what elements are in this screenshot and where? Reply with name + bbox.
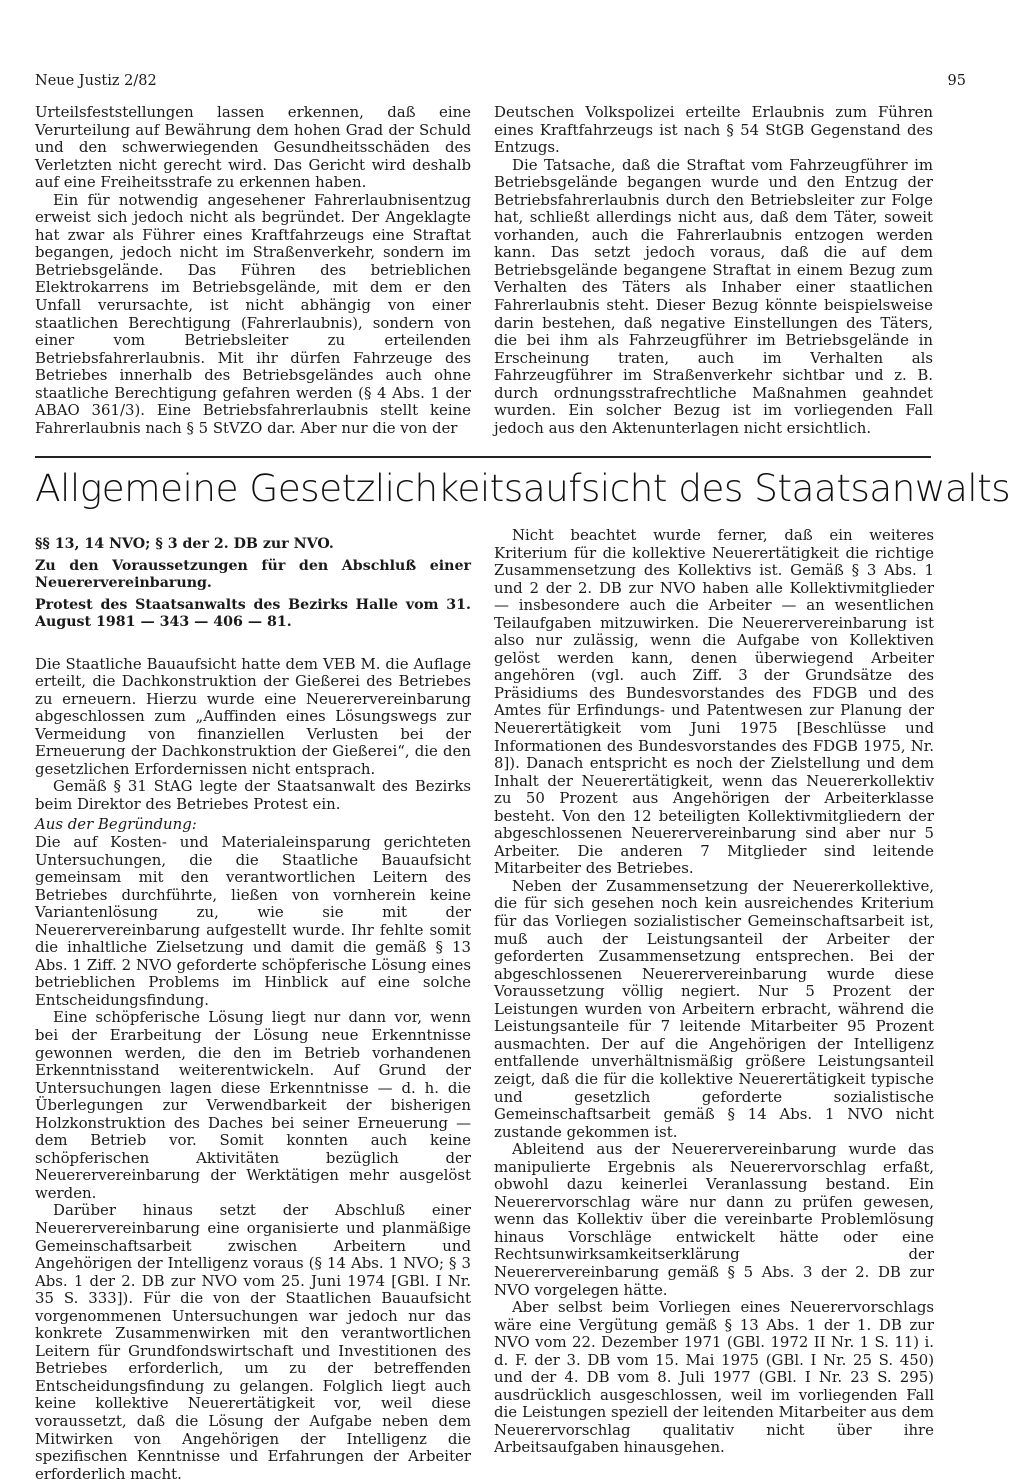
paragraph: Gemäß § 31 StAG legte der Staatsanwalt des Bezirks beim Direktor des Betriebes Protest ein.: [35, 777, 471, 813]
running-header: [35, 73, 966, 93]
top-left-column: [35, 104, 471, 437]
section-divider: [35, 456, 931, 458]
paragraph: Eine schöpferische Lösung liegt nur dann vor, wenn bei der Erarbeitung der Lösung neue Erkenntnisse gewonnen werden, die den im Betrieb vorhandenen Erkenntnisstand weiterentwickeln. Auf Grund der Untersuchungen lagen diese Erkenntnisse — d. h. die Überlegungen zur Verwendbarkeit der bisherigen Holzkonstruktion des Daches bei seiner Erneuerung — dem Betrieb vor. Somit konnten auch keine schöpferischen Aktivitäten bezüglich der Neuerervereinbarung der Werktätigen mehr ausgelöst werden.: [35, 1008, 471, 1202]
paragraph: Die Tatsache, daß die Straftat vom Fahrzeugführer im Betriebsgelände begangen wurde und den Entzug der Betriebsfahrerlaubnis durch den Betriebsleiter zur Folge hat, schließt allerdings nicht aus, daß dem Täter, soweit vorhanden, auch die Fahrerlaubnis entzogen werden kann. Das setzt jedoch voraus, daß die auf dem Betriebsgelände begangene Straftat in einem Bezug zum Verhalten des Täters als Inhaber einer staatlichen Fahrerlaubnis steht. Dieser Bezug könnte beispielsweise darin bestehen, daß negative Einstellungen des Täters, die bei ihm als Fahrzeugführer im Betriebsgelände in Erscheinung traten, auch im Verhalten als Fahrzeugführer im Straßenverkehr sichtbar und z. B. durch ordnungsstrafrechtliche Maßnahmen geahndet wurden. Ein solcher Bezug ist im vorliegenden Fall jedoch aus den Aktenunterlagen nicht ersichtlich.: [494, 155, 933, 437]
paragraph: Die auf Kosten- und Materialeinsparung gerichteten Untersuchungen, die die Staatliche Bauaufsicht gemeinsam mit den verantwortlichen Leitern des Betriebes durchführte, ließen von vornherein keine Variantenlösung zu, wie sie mit der Neuerervereinbarung aufgestellt wurde. Ihr fehlte somit die inhaltliche Zielsetzung und damit die gemäß § 13 Abs. 1 Ziff. 2 NVO geforderte schöpferische Lösung eines betrieblichen Problems im Hinblick auf eine solche Entscheidungsfindung.: [35, 832, 471, 1009]
case-protest: Protest des Staatsanwalts des Bezirks Halle vom 31. August 1981 — 343 — 406 — 81.: [35, 596, 471, 630]
paragraph: Nicht beachtet wurde ferner, daß ein weiteres Kriterium für die kollektive Neuerertätigkeit die richtige Zusammensetzung des Kollektivs ist. Gemäß § 3 Abs. 1 und 2 der 2. DB zur NVO haben alle Kollektivmitglieder — insbesondere auch die Arbeiter — an wesentlichen Teilaufgaben mitzuwirken. Die Neuerervereinbarung ist also nur zulässig, wenn die Aufgabe von Kollektiven gelöst werden kann, denen überwiegend Arbeiter angehören (vgl. auch Ziff. 3 der Grundsätze des Präsidiums des Bundesvorstandes des FDGB und des Amtes für Erfindungs- und Patentwesen zur Planung der Neuerertätigkeit vom Juni 1975 [Beschlüsse und Informationen des Bundesvorstandes des FDGB 1975, Nr. 8]). Danach entspricht es noch der Zielstellung und dem Inhalt der Neuerertätigkeit, wenn das Neuererkollektiv zu 50 Prozent aus Angehörigen der Arbeiterklasse besteht. Von den 12 beteiligten Kollektivmitgliedern der abgeschlossenen Neuerervereinbarung sind aber nur 5 Arbeiter. Die anderen 7 Mitglieder sind leitende Mitarbeiter des Betriebes.: [494, 526, 934, 878]
journal-title: Neue Justiz 2/82: [35, 73, 157, 89]
case-topic: Zu den Voraussetzungen für den Abschluß einer Neuerervereinbarung.: [35, 557, 471, 591]
top-right-column: [494, 104, 933, 437]
bottom-right-column: [494, 527, 934, 1457]
paragraph: Deutschen Volkspolizei erteilte Erlaubnis zum Führen eines Kraftfahrzeugs ist nach § 54 StGB Gegenstand des Entzugs.: [494, 103, 933, 157]
case-norms: §§ 13, 14 NVO; § 3 der 2. DB zur NVO.: [35, 536, 334, 552]
section-title: Allgemeine Gesetzlichkeitsaufsicht des Staatsanwalts: [35, 466, 1011, 510]
page-number: 95: [947, 73, 966, 89]
bottom-left-column: [35, 536, 471, 1483]
paragraph: Ein für notwendig angesehener Fahrerlaubnisentzug erweist sich jedoch nicht als begründet. Der Angeklagte hat zwar als Führer eines Kraftfahrzeugs eine Straftat begangen, jedoch nicht im Straßenverkehr, sondern im Betriebsgelände. Das Führen des betrieblichen Elektrokarrens im Betriebsgelände, mit dem er den Unfall verursachte, ist nicht abhängig von einer staatlichen Berechtigung (Fahrerlaubnis), sondern von einer vom Betriebsleiter zu erteilenden Betriebsfahrerlaubnis. Mit ihr dürfen Fahrzeuge des Betriebes innerhalb des Betriebsgeländes auch ohne staatliche Berechtigung gefahren werden (§ 4 Abs. 1 der ABAO 361/3). Eine Betriebsfahrerlaubnis stellt keine Fahrerlaubnis nach § 5 StVZO dar. Aber nur die von der: [35, 190, 471, 437]
paragraph: Aber selbst beim Vorliegen eines Neuerervorschlags wäre eine Vergütung gemäß § 13 Abs. 1 der 1. DB zur NVO vom 22. Dezember 1971 (GBl. 1972 II Nr. 1 S. 11) i. d. F. der 3. DB vom 15. Mai 1975 (GBl. I Nr. 25 S. 450) und der 4. DB vom 8. Juli 1977 (GBl. I Nr. 23 S. 295) ausdrücklich ausgeschlossen, weil im vorliegenden Fall die Leistungen speziell der leitenden Mitarbeiter aus dem Neuerervorschlag qualitativ nicht über ihre Arbeitsaufgaben hinausgehen.: [494, 1298, 934, 1457]
paragraph: Darüber hinaus setzt der Abschluß einer Neuerervereinbarung eine organisierte und planmäßige Gemeinschaftsarbeit zwischen Arbeitern und Angehörigen der Intelligenz voraus (§ 14 Abs. 1 NVO; § 3 Abs. 1 der 2. DB zur NVO vom 25. Juni 1974 [GBl. I Nr. 35 S. 333]). Für die von der Staatlichen Bauaufsicht vorgenommenen Untersuchungen war jedoch nur das konkrete Zusammenwirken mit den verantwortlichen Leitern für Grundfondswirtschaft und Investitionen des Betriebes erforderlich, um zu der betreffenden Entscheidungsfindung zu gelangen. Folglich liegt auch keine kollektive Neuerertätigkeit vor, weil diese voraussetzt, daß die Lösung der Aufgabe neben dem Mitwirken von Angehörigen der Intelligenz die spezifischen Kenntnisse und Erfahrungen der Arbeiter erforderlich macht.: [35, 1201, 471, 1483]
paragraph: Ableitend aus der Neuerervereinbarung wurde das manipulierte Ergebnis als Neuerervorschlag erfaßt, obwohl dazu keinerlei Veranlassung bestand. Ein Neuerervorschlag wäre nur dann zu prüfen gewesen, wenn das Kollektiv über die vereinbarte Problemlösung hinaus Vorschläge entwickelt hätte oder eine Rechtsunwirksamkeitserklärung der Neuerervereinbarung gemäß § 5 Abs. 3 der 2. DB zur NVO vorgelegen hätte.: [494, 1140, 934, 1299]
reasons-heading: Aus der Begründung:: [35, 815, 197, 834]
paragraph: Urteilsfeststellungen lassen erkennen, daß eine Verurteilung auf Bewährung dem hohen Grad der Schuld und den schwerwiegenden Gesundheitsschäden des Verletzten nicht gerecht wird. Das Gericht wird deshalb auf eine Freiheitsstrafe zu erkennen haben.: [35, 103, 471, 192]
paragraph: Die Staatliche Bauaufsicht hatte dem VEB M. die Auflage erteilt, die Dachkonstruktion der Gießerei des Betriebes zu erneuern. Hierzu wurde eine Neuerervereinbarung abgeschlossen zum „Auffinden eines Lösungswegs zur Vermeidung von finanziellen Verlusten bei der Erneuerung der Dachkonstruktion der Gießerei“, die den gesetzlichen Erfordernissen nicht entsprach.: [35, 654, 471, 778]
paragraph: Neben der Zusammensetzung der Neuererkollektive, die für sich gesehen noch kein ausreichendes Kriterium für das Vorliegen sozialistischer Gemeinschaftsarbeit ist, muß auch der Leistungsanteil der Arbeiter der geforderten Zusammensetzung entsprechen. Bei der abgeschlossenen Neuerervereinbarung wurde diese Voraussetzung völlig negiert. Nur 5 Prozent der Leistungen wurden von Arbeitern erbracht, während die Leistungsanteile für 7 leitende Mitarbeiter 95 Prozent ausmachten. Der auf die Angehörigen der Intelligenz entfallende unverhältnismäßig größere Leistungsanteil zeigt, daß die für die kollektive Neuerertätigkeit typische und gesetzlich geforderte sozialistische Gemeinschaftsarbeit gemäß § 14 Abs. 1 NVO nicht zustande gekommen ist.: [494, 876, 934, 1141]
spacer: [35, 632, 471, 656]
